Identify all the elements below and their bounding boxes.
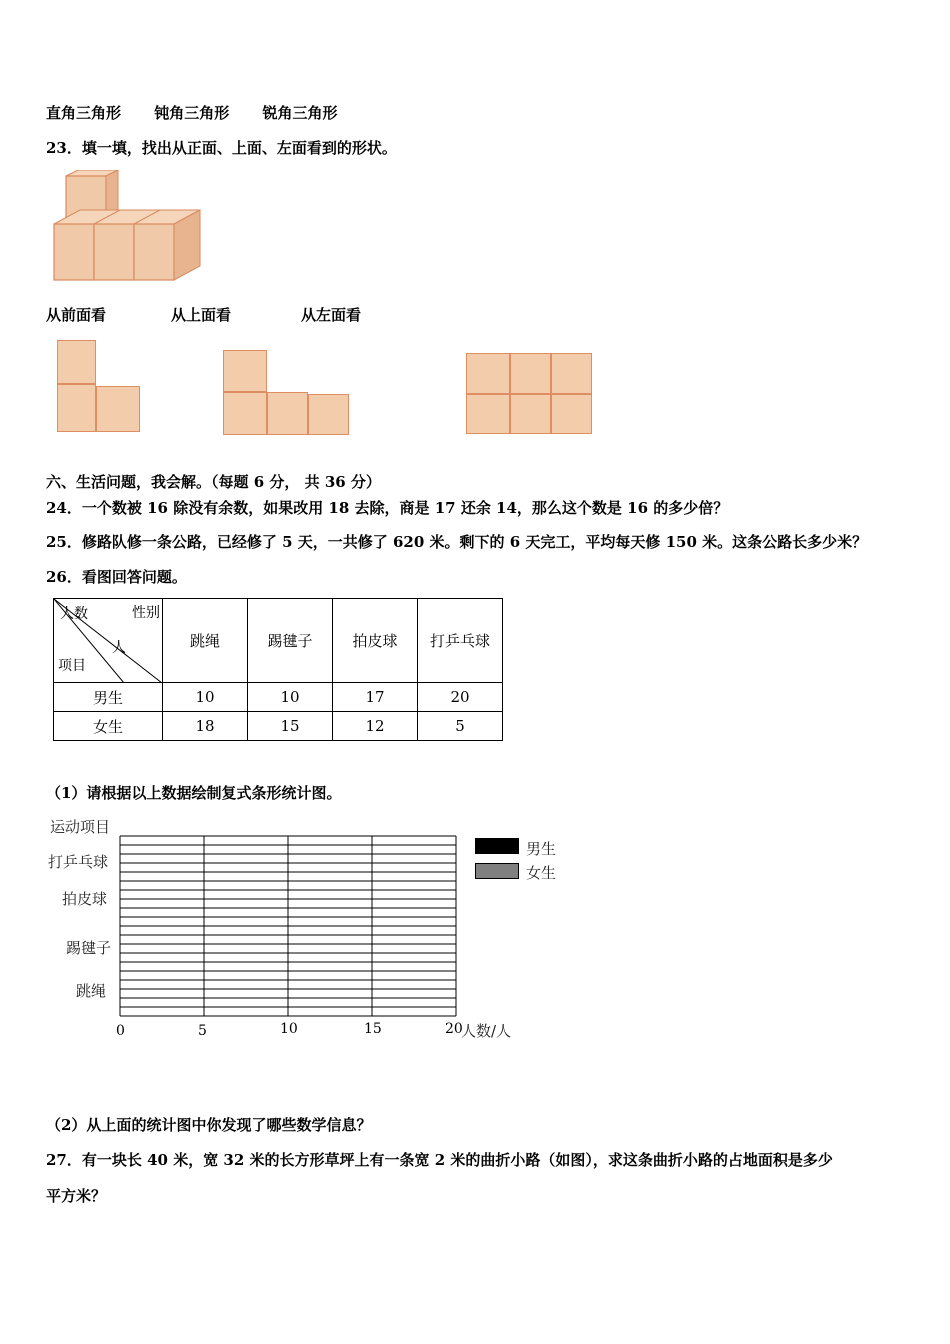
table-header: 打乒乓球 bbox=[418, 599, 503, 683]
table-cell: 10 bbox=[248, 683, 333, 712]
question-27-line-2: 平方米？ bbox=[46, 1187, 107, 1205]
triangle-options bbox=[46, 102, 366, 123]
x-tick-label: 0 bbox=[116, 1023, 125, 1039]
question-27-line-1: 27．有一块长 40 米，宽 32 米的长方形草坪上有一条宽 2 米的曲折小路（如图），求这条曲折小路的占地面积是多少 bbox=[46, 1151, 833, 1169]
table-cell: 5 bbox=[418, 712, 503, 741]
row-label: 女生 bbox=[54, 712, 163, 741]
table-row bbox=[54, 683, 503, 712]
chart-y-axis-title: 运动项目 bbox=[50, 818, 111, 836]
x-tick-label: 5 bbox=[198, 1023, 207, 1039]
triangle-acute: 锐角三角形 bbox=[262, 104, 338, 122]
table-row bbox=[54, 712, 503, 741]
section-6-heading: 六、生活问题，我会解。（每题 6 分， 共 36 分） bbox=[46, 473, 381, 491]
cube-figure-svg bbox=[50, 170, 205, 282]
category-label: 踢毽子 bbox=[66, 939, 112, 957]
triangle-obtuse: 钝角三角形 bbox=[154, 104, 230, 122]
legend-label-girls: 女生 bbox=[526, 864, 557, 882]
cube-figure bbox=[50, 170, 205, 282]
view-left-label: 从左面看 bbox=[301, 306, 362, 324]
view-labels bbox=[46, 304, 446, 324]
row-label: 男生 bbox=[54, 683, 163, 712]
legend-swatch-girls bbox=[475, 863, 519, 879]
legend-label-boys: 男生 bbox=[526, 840, 557, 858]
table-cell: 10 bbox=[163, 683, 248, 712]
question-25: 25．修路队修一条公路，已经修了 5 天，一共修了 620 米。剩下的 6 天完工，平均每天修 150 米。这条公路长多少米？ bbox=[46, 533, 868, 551]
corner-item-label: 项目 bbox=[58, 658, 86, 674]
category-label: 跳绳 bbox=[76, 982, 107, 1000]
question-23: 23．填一填，找出从正面、上面、左面看到的形状。 bbox=[46, 139, 397, 157]
sports-table bbox=[53, 598, 503, 741]
table-corner-cell bbox=[54, 599, 163, 683]
table-cell: 12 bbox=[333, 712, 418, 741]
triangle-right: 直角三角形 bbox=[46, 104, 122, 122]
category-label: 拍皮球 bbox=[62, 890, 108, 908]
table-header: 拍皮球 bbox=[333, 599, 418, 683]
table-cell: 15 bbox=[248, 712, 333, 741]
corner-gender-label: 性别 bbox=[132, 605, 160, 621]
table-header: 跳绳 bbox=[163, 599, 248, 683]
view-top-label: 从上面看 bbox=[171, 306, 232, 324]
corner-unit-label: 人 bbox=[112, 640, 126, 656]
view-front-label: 从前面看 bbox=[46, 306, 107, 324]
question-24: 24．一个数被 16 除没有余数，如果改用 18 去除，商是 17 还余 14，那么这个数是 16 的多少倍？ bbox=[46, 499, 729, 517]
category-label: 打乒乓球 bbox=[48, 853, 109, 871]
chart-grid bbox=[116, 832, 466, 1022]
table-header: 踢毽子 bbox=[248, 599, 333, 683]
x-tick-label: 10 bbox=[280, 1021, 298, 1037]
legend-swatch-boys bbox=[475, 838, 519, 854]
table-cell: 20 bbox=[418, 683, 503, 712]
question-26: 26．看图回答问题。 bbox=[46, 568, 187, 586]
x-axis-title: 人数/人 bbox=[461, 1022, 512, 1040]
corner-count-label: 人数 bbox=[60, 606, 88, 622]
question-26-2: （2）从上面的统计图中你发现了哪些数学信息？ bbox=[46, 1116, 372, 1134]
table-cell: 18 bbox=[163, 712, 248, 741]
x-tick-label: 20 bbox=[445, 1021, 463, 1037]
question-26-1: （1）请根据以上数据绘制复式条形统计图。 bbox=[46, 784, 342, 802]
table-cell: 17 bbox=[333, 683, 418, 712]
x-tick-label: 15 bbox=[364, 1021, 382, 1037]
